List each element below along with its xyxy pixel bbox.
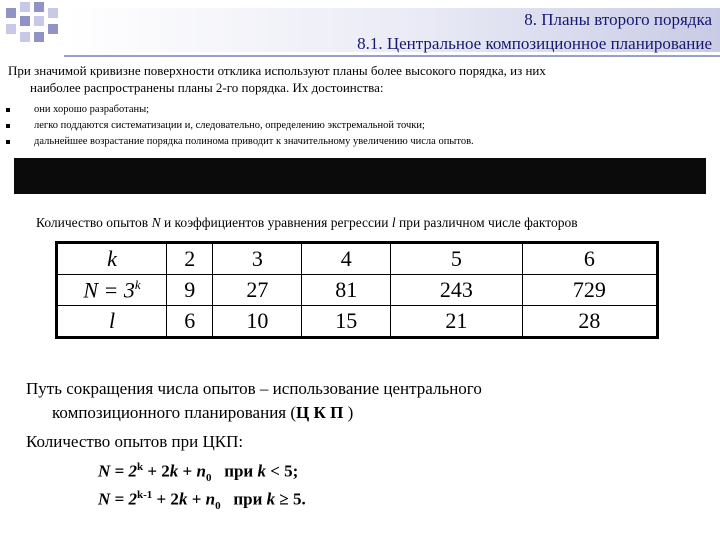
bullet-icon [6,108,10,112]
formula-var: n [196,461,206,481]
table-cell: 21 [391,306,522,338]
table-cell: 28 [522,306,657,338]
row-header-exponent: k [134,276,141,292]
table-cell: 6 [167,306,213,338]
slide-subtitle: 8.1. Центральное композиционное планирование [357,34,712,53]
formula-part: + [187,489,206,509]
table-cell: 15 [302,306,391,338]
table-cell: 6 [522,243,657,275]
caption-var-n: N [151,215,161,230]
formula-var: n [205,489,216,509]
table-cell: 2 [167,243,213,275]
slide-title: 8. Планы второго порядка [524,10,712,29]
table-cell: 729 [522,275,657,306]
caption-text: и коэффициентов уравнения регрессии [160,215,392,230]
formula-exponent: k [136,461,144,473]
bullet-icon [6,140,10,144]
formula-subscript: 0 [205,472,212,485]
formula-part: при [211,461,258,481]
row-header [57,275,167,306]
list-item-text: дальнейшее возрастание порядка полинома приводит к значительному увеличению числа опытов. [34,136,474,147]
formula-part: + [178,461,197,481]
list-item [6,134,706,150]
formula-part: N = 2 [98,489,137,509]
table-row-n [57,275,658,306]
formula-var: k [266,489,276,509]
intro-line-1: При значимой кривизне поверхности отклика используют планы более высокого порядка, из них [8,63,546,78]
caption-var-l: l [391,215,396,230]
table-cell: 5 [391,243,522,275]
table-row-l [57,306,658,338]
path-text: ) [343,403,354,422]
experiments-table [55,241,659,339]
list-item-text: легко поддаются систематизации и, следовательно, определению экстремальной точки; [34,120,425,131]
formula-var: k [257,461,266,481]
path-line-2 [52,403,353,423]
path-text: композиционного планирования ( [52,403,297,422]
list-item [6,102,706,118]
caption-text: Количество опытов [36,215,152,230]
row-header: l [57,306,167,338]
formula-subscript: 0 [215,500,221,513]
formula-1 [98,461,298,484]
formula-var: k [178,489,188,509]
formula-part: + 2 [152,489,179,509]
count-line: Количество опытов при ЦКП: [26,432,244,451]
table-cell: 243 [391,275,522,306]
formula-var: k [169,461,179,481]
list-item-text: они хорошо разработаны; [34,104,150,115]
title-divider [64,55,720,57]
formula-part: + 2 [143,461,170,481]
list-item [6,118,706,134]
formula-2 [98,489,306,512]
advantages-list [6,102,706,150]
dark-band [14,158,706,194]
table-row-k [57,243,658,275]
caption-text: при различном числе факторов [395,215,578,230]
formula-part: N = 2 [98,461,137,481]
bullet-icon [6,124,10,128]
formula-part: при [220,489,267,509]
table-cell: 27 [213,275,302,306]
table-cell: 81 [302,275,391,306]
row-header: k [57,243,167,275]
path-line-1: Путь сокращения числа опытов – использование центрального [26,379,482,398]
table-cell: 4 [302,243,391,275]
table-cell: 9 [167,275,213,306]
table-cell: 3 [213,243,302,275]
table-cell: 10 [213,306,302,338]
intro-paragraph [8,62,708,96]
formula-exponent: k-1 [136,489,153,501]
ckp-abbrev: Ц К П [296,403,344,422]
formula-part: ≥ 5. [275,489,306,509]
formula-part: < 5; [265,461,299,481]
row-header-text: N = 3 [83,277,135,303]
intro-line-2: наиболее распространены планы 2-го порядка. Их достоинства: [30,80,384,95]
table-caption [36,215,578,231]
